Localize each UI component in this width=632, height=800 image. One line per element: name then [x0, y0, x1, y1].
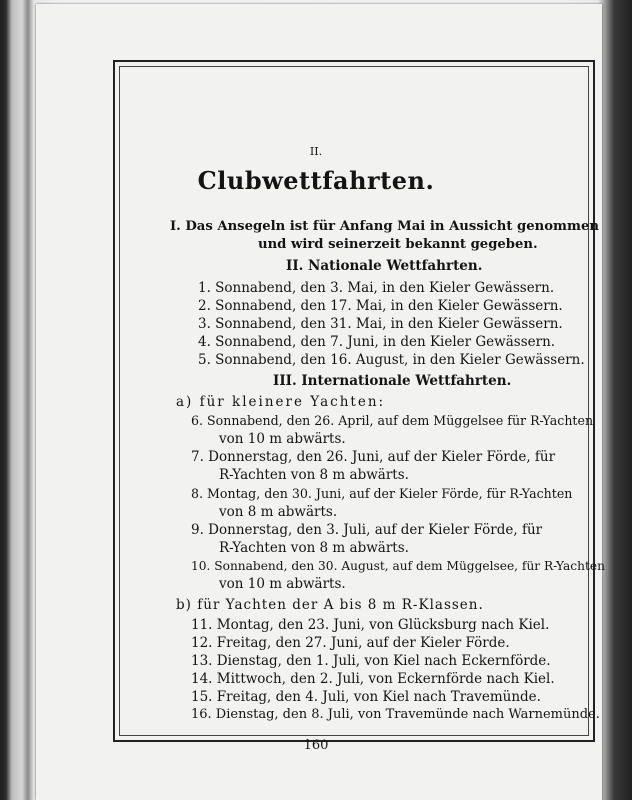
a-item-continuation: von 10 m abwärts. — [219, 576, 346, 592]
b-item: 15. Freitag, den 4. Juli, von Kiel nach Travemünde. — [191, 689, 541, 705]
intro-line-1: I. Das Ansegeln ist für Anfang Mai in Aussicht genommen — [170, 219, 599, 234]
international-heading: III. Internationale Wettfahrten. — [273, 373, 512, 389]
a-item-continuation: R-Yachten von 8 m abwärts. — [219, 540, 409, 556]
a-item: 8. Montag, den 30. Juni, auf der Kieler Förde, für R-Yachten — [191, 486, 573, 501]
section-number: II. — [309, 145, 323, 158]
a-item: 9. Donnerstag, den 3. Juli, auf der Kieler Förde, für — [191, 522, 543, 538]
national-item: 4. Sonnabend, den 7. Juni, in den Kieler Gewässern. — [198, 334, 556, 350]
a-item-continuation: von 8 m abwärts. — [219, 504, 338, 520]
national-item: 1. Sonnabend, den 3. Mai, in den Kieler Gewässern. — [198, 280, 555, 296]
national-item: 5. Sonnabend, den 16. August, in den Kieler Gewässern. — [198, 352, 585, 368]
b-item: 11. Montag, den 23. Juni, von Glücksburg nach Kiel. — [191, 617, 550, 633]
national-item: 2. Sonnabend, den 17. Mai, in den Kieler Gewässern. — [198, 298, 563, 314]
a-item: 6. Sonnabend, den 26. April, auf dem Müggelsee für R-Yachten — [191, 413, 594, 428]
national-heading: II. Nationale Wettfahrten. — [286, 258, 483, 274]
b-item: 12. Freitag, den 27. Juni, auf der Kieler Förde. — [191, 635, 510, 651]
a-item: 10. Sonnabend, den 30. August, auf dem Müggelsee, für R-Yachten — [191, 559, 605, 573]
page-title: Clubwettfahrten. — [197, 166, 435, 195]
national-item: 3. Sonnabend, den 31. Mai, in den Kieler Gewässern. — [198, 316, 563, 332]
group-b-heading: b) für Yachten der A bis 8 m R-Klassen. — [176, 597, 484, 613]
a-item-continuation: R-Yachten von 8 m abwärts. — [219, 467, 409, 483]
b-item: 16. Dienstag, den 8. Juli, von Travemünde nach Warnemünde. — [191, 707, 600, 722]
page-number: 160 — [303, 738, 329, 753]
b-item: 13. Dienstag, den 1. Juli, von Kiel nach Eckernförde. — [191, 653, 551, 669]
a-item: 7. Donnerstag, den 26. Juni, auf der Kieler Förde, für — [191, 449, 556, 465]
intro-line-2: und wird seinerzeit bekannt gegeben. — [258, 237, 538, 252]
b-item: 14. Mittwoch, den 2. Juli, von Eckernförde nach Kiel. — [191, 671, 555, 687]
group-a-heading: a) für kleinere Yachten: — [176, 394, 386, 410]
a-item-continuation: von 10 m abwärts. — [219, 431, 346, 447]
